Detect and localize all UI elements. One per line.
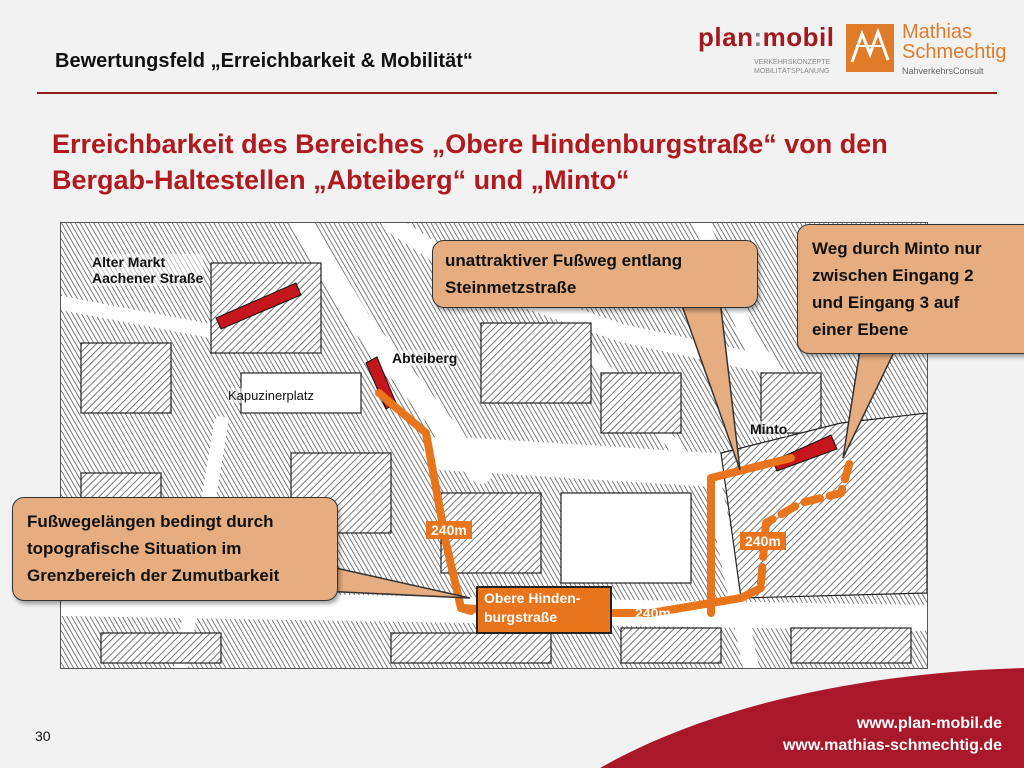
callout-minto — [797, 224, 1024, 354]
callout-minto-line-3: und Eingang 3 auf — [812, 293, 960, 312]
map-label-alter-markt-1: Alter Markt — [92, 254, 166, 270]
destination-box — [476, 586, 612, 634]
callout-steinmetz-line-2: Steinmetzstraße — [445, 278, 577, 297]
page-number: 30 — [35, 728, 51, 744]
callout-minto-line-1: Weg durch Minto nur — [812, 239, 982, 258]
callout-minto-line-4: einer Ebene — [812, 320, 909, 339]
map-label-abteiberg: Abteiberg — [392, 350, 458, 366]
callout-steinmetzstrasse — [432, 240, 758, 308]
distance-label-minto: 240m — [740, 532, 786, 550]
footer-url-plan-mobil[interactable]: www.plan-mobil.de — [856, 715, 1002, 732]
footer-url-schmechtig[interactable]: www.mathias-schmechtig.de — [782, 737, 1002, 754]
logo-sub-2: MOBILITÄTSPLANUNG — [754, 68, 830, 75]
map-label-kapuzinerplatz: Kapuzinerplatz — [228, 388, 314, 403]
callout-fusswegelaengen — [12, 497, 338, 601]
title-line-1: Erreichbarkeit des Bereiches „Obere Hindenburgstraße“ von den — [52, 129, 888, 159]
destination-line-2: burgstraße — [484, 609, 558, 625]
schmechtig-mark-icon — [846, 24, 894, 72]
section-header: Bewertungsfeld „Erreichbarkeit & Mobilität“ — [55, 50, 473, 72]
logo-tagline: NahverkehrsConsult — [902, 66, 984, 76]
plan-mobil-logo — [698, 22, 835, 75]
callout-minto-line-2: zwischen Eingang 2 — [812, 266, 974, 285]
callout-steinmetz-line-1: unattraktiver Fußweg entlang — [445, 251, 683, 270]
destination-line-1: Obere Hinden- — [484, 590, 581, 606]
logo-word-plan: plan — [698, 22, 754, 52]
logo-word-mobil: mobil — [762, 22, 835, 52]
callout-fusswege-line-1: Fußwegelängen bedingt durch — [27, 512, 274, 531]
title-line-2: Bergab-Haltestellen „Abteiberg“ und „Minto“ — [52, 165, 630, 195]
logo-name-1: Mathias — [902, 21, 973, 43]
callout-fusswege-line-3: Grenzbereich der Zumutbarkeit — [27, 566, 280, 585]
distance-label-abteiberg: 240m — [426, 521, 472, 539]
map-label-alter-markt — [92, 254, 203, 286]
callout-fusswege-line-2: topografische Situation im — [27, 539, 242, 558]
map-label-alter-markt-2: Aachener Straße — [92, 270, 204, 286]
slide-title — [52, 126, 952, 198]
logo-colon: : — [753, 22, 763, 52]
footer-links — [783, 713, 1002, 757]
logo-name-2: Schmechtig — [902, 41, 1007, 63]
header-divider — [37, 92, 997, 94]
distance-label-bottom: 240m — [635, 605, 671, 621]
map-label-minto: Minto — [750, 421, 788, 437]
logo-sub-1: VERKEHRSKONZEPTE — [754, 59, 831, 66]
